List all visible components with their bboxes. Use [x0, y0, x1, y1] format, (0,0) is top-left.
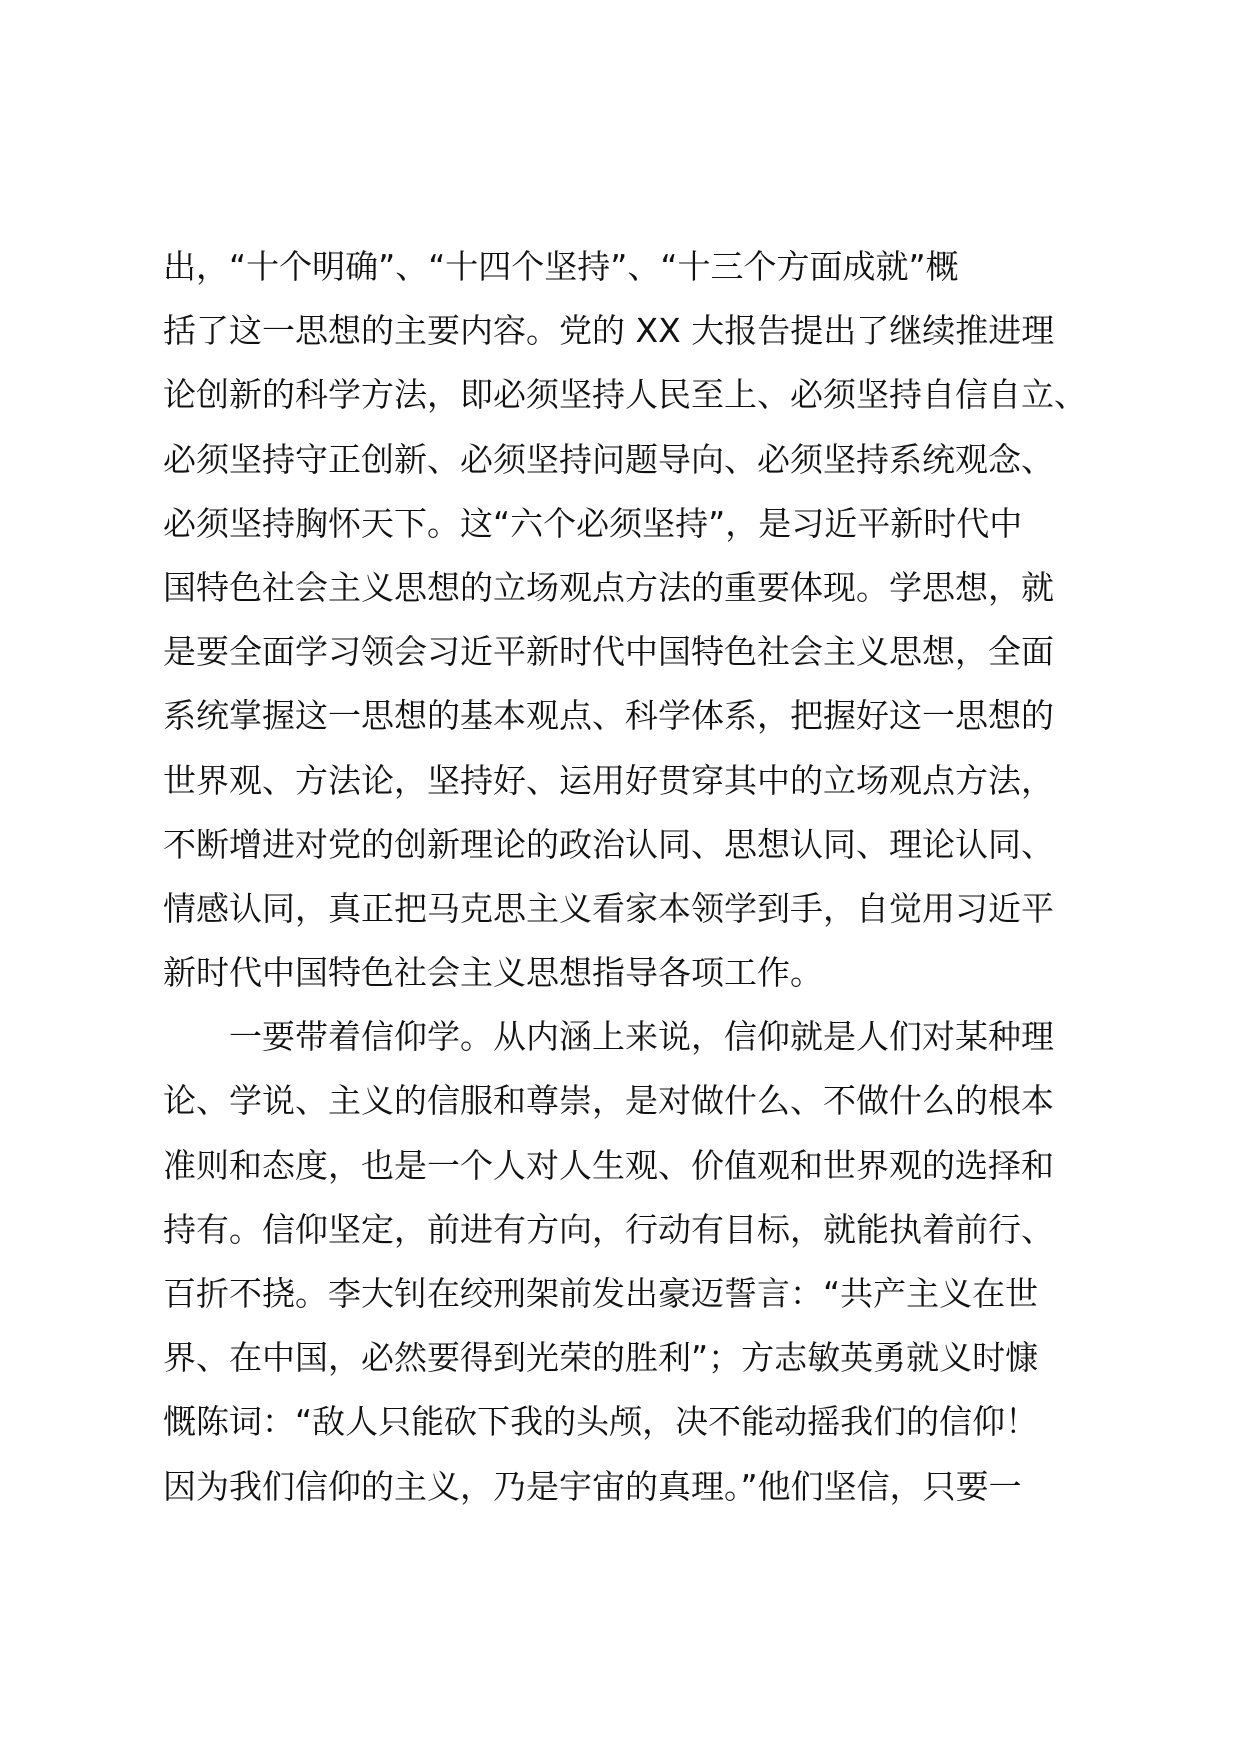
paragraph-start-line: 一要带着信仰学。从内涵上来说，信仰就是人们对某种理: [229, 1017, 1054, 1057]
text-line: 论创新的科学方法，即必须坚持人民至上、必须坚持自信自立、: [163, 375, 1087, 415]
body-text: [163, 235, 1103, 1519]
text-line: 论、学说、主义的信服和尊崇，是对做什么、不做什么的根本: [163, 1081, 1054, 1121]
text-line: 情感认同，真正把马克思主义看家本领学到手，自觉用习近平: [163, 888, 1054, 928]
text-line: 新时代中国特色社会主义思想指导各项工作。: [163, 953, 823, 993]
text-line: 出，“十个明确”、“十四个坚持”、“十三个方面成就”概: [163, 247, 959, 286]
text-line: 因为我们信仰的主义，乃是宇宙的真理。”他们坚信，只要一: [163, 1466, 1022, 1506]
text-line: 持有。信仰坚定，前进有方向，行动有目标，就能执着前行、: [163, 1209, 1054, 1249]
text-line: 世界观、方法论，坚持好、运用好贯穿其中的立场观点方法，: [163, 760, 1054, 800]
text-line: 不断增进对党的创新理论的政治认同、思想认同、理论认同、: [163, 824, 1054, 864]
text-line: 百折不挠。李大钊在绞刑架前发出豪迈誓言：“共产主义在世: [163, 1274, 1039, 1313]
text-line: 必须坚持胸怀天下。这“六个必须坚持”，是习近平新时代中: [163, 503, 1023, 543]
text-line: 系统掌握这一思想的基本观点、科学体系，把握好这一思想的: [163, 696, 1054, 736]
text-line: 界、在中国，必然要得到光荣的胜利”；方志敏英勇就义时慷: [163, 1338, 1039, 1378]
text-line: 国特色社会主义思想的立场观点方法的重要体现。学思想，就: [163, 567, 1054, 607]
text-line: 慨陈词：“敌人只能砍下我的头颅，决不能动摇我们的信仰！: [163, 1402, 1039, 1442]
text-line: 必须坚持守正创新、必须坚持问题导向、必须坚持系统观念、: [163, 439, 1054, 479]
text-line: 准则和态度，也是一个人对人生观、价值观和世界观的选择和: [163, 1145, 1054, 1185]
text-line: 括了这一思想的主要内容。党的 XX 大报告提出了继续推进理: [163, 311, 1055, 351]
text-line: 是要全面学习领会习近平新时代中国特色社会主义思想，全面: [163, 632, 1054, 672]
